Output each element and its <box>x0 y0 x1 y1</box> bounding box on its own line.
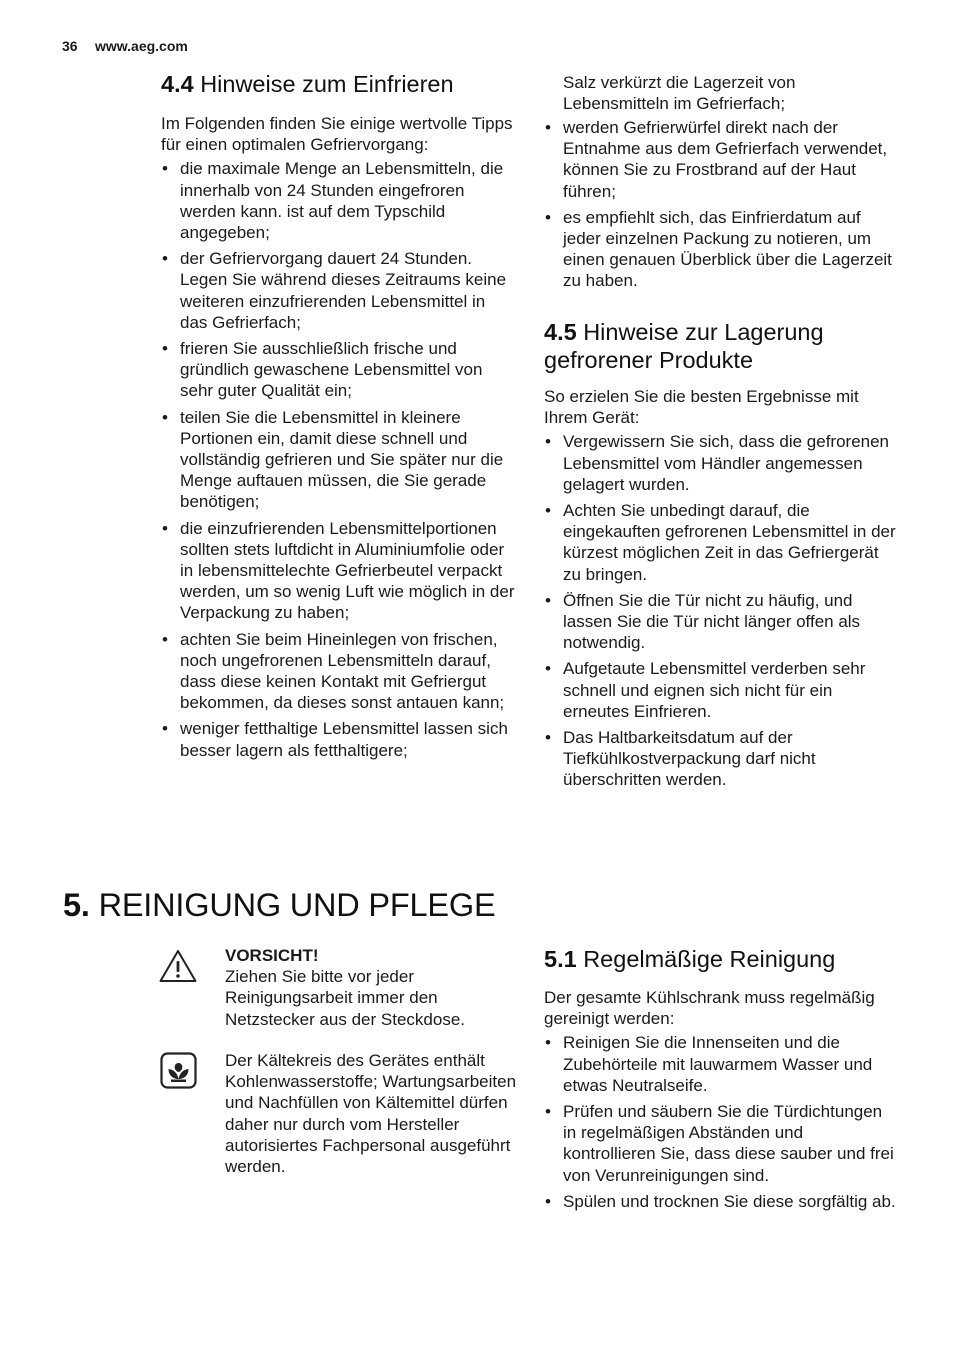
website-url: www.aeg.com <box>95 38 188 54</box>
list-item: • Das Haltbarkeitsdatum auf der Tiefkühlkostverpackung darf nicht überschritten werden. <box>544 727 900 791</box>
section-title: Hinweise zur Lagerung gefrorener Produkte <box>544 319 824 373</box>
section-intro: Der gesamte Kühlschrank muss regelmäßig gereinigt werden: <box>544 988 875 1029</box>
list-item: • Reinigen Sie die Innenseiten und die Zubehörteile mit lauwarmem Wasser und etwas Neutralseife. <box>544 1032 900 1096</box>
list-item: • frieren Sie ausschließlich frische und gründlich gewaschene Lebensmittel von sehr guter Qualität ein; <box>161 338 517 402</box>
page-number: 36 <box>62 38 78 54</box>
list-item: • weniger fetthaltige Lebensmittel lassen sich besser lagern als fetthaltigere; <box>161 718 517 760</box>
section-heading-4-5 <box>544 318 900 374</box>
environment-plant-icon <box>160 1052 197 1094</box>
caution-title: VORSICHT! <box>225 946 319 965</box>
section-4-5 <box>544 318 900 791</box>
environment-note: Der Kältekreis des Gerätes enthält Kohlenwasserstoffe; Wartungsarbeiten und Nachfüllen von Kältemittel dürfen daher nur durch vom Hersteller autorisiertes Fachpersonal ausgeführt werden. <box>225 1051 517 1177</box>
list-item: • es empfiehlt sich, das Einfrierdatum auf jeder einzelnen Packung zu notieren, um einen genauen Überblick über die Lagerzeit zu haben. <box>544 207 900 292</box>
list-item: • werden Gefrierwürfel direkt nach der Entnahme aus dem Gefrierfach verwendet, können Sie zu Frostbrand auf der Haut führen; <box>544 117 900 202</box>
list-item: • Aufgetaute Lebensmittel verderben sehr schnell und eignen sich nicht für ein erneutes Einfrieren. <box>544 658 900 722</box>
list-item: • teilen Sie die Lebensmittel in kleinere Portionen ein, damit diese schnell und vollständig gefrieren und Sie später nur die Menge auftauen müssen, die Sie gerade benötigen; <box>161 407 517 513</box>
chapter-heading <box>63 887 495 924</box>
cleaning-list <box>544 1032 900 1212</box>
section-4-4 <box>161 70 517 761</box>
list-item: • Öffnen Sie die Tür nicht zu häufig, und lassen Sie die Tür nicht länger offen als notwendig. <box>544 590 900 654</box>
list-item: • der Gefriervorgang dauert 24 Stunden. Legen Sie während dieses Zeitraums keine weiteren einzufrierenden Lebensmittel in das Gefrierfach; <box>161 248 517 333</box>
list-item: • die maximale Menge an Lebensmitteln, die innerhalb von 24 Stunden eingefroren werden kann. ist auf dem Typschild angegeben; <box>161 158 517 243</box>
continued-text: Salz verkürzt die Lagerzeit von Lebensmitteln im Gefrierfach; <box>563 73 796 114</box>
section-title: Regelmäßige Reinigung <box>583 946 836 972</box>
list-item: • Achten Sie unbedingt darauf, die eingekauften gefrorenen Lebensmittel in der kürzest möglichen Zeit in das Gefriergerät zu bringen. <box>544 500 900 585</box>
chapter-number: 5. <box>63 887 90 923</box>
caution-text: Ziehen Sie bitte vor jeder Reinigungsarbeit immer den Netzstecker aus der Steckdose. <box>225 967 466 1029</box>
section-heading-4-4 <box>161 70 517 98</box>
list-item: • achten Sie beim Hineinlegen von frischen, noch ungefrorenen Lebensmitteln darauf, dass diese keinen Kontakt mit Gefriergut bekommen, da dieses sonst antauen kann; <box>161 629 517 714</box>
list-item: • Vergewissern Sie sich, dass die gefrorenen Lebensmittel vom Händler angemessen gelagert wurden. <box>544 431 900 495</box>
section-intro: So erzielen Sie die besten Ergebnisse mit Ihrem Gerät: <box>544 387 859 428</box>
section-intro: Im Folgenden finden Sie einige wertvolle Tipps für einen optimalen Gefriervorgang: <box>161 114 513 155</box>
section-heading-5-1 <box>544 945 900 973</box>
section-number: 4.5 <box>544 319 577 345</box>
continued-list-block <box>544 114 900 292</box>
section-title: Hinweise zum Einfrieren <box>200 71 454 97</box>
storage-list <box>544 431 900 790</box>
list-item: • Spülen und trocknen Sie diese sorgfältig ab. <box>544 1191 900 1212</box>
section-number: 4.4 <box>161 71 194 97</box>
list-item: • Prüfen und säubern Sie die Türdichtungen in regelmäßigen Abständen und kontrollieren Sie, dass diese sauber und frei von Verunreinigungen sind. <box>544 1101 900 1186</box>
warning-triangle-icon <box>158 948 198 989</box>
section-5-1 <box>544 945 900 1212</box>
tips-list-continued <box>544 117 900 292</box>
tips-list <box>161 158 517 760</box>
chapter-title: REINIGUNG UND PFLEGE <box>98 887 496 923</box>
caution-note <box>225 945 517 1030</box>
section-number: 5.1 <box>544 946 577 972</box>
list-item: • die einzufrierenden Lebensmittelportionen sollten stets luftdicht in Aluminiumfolie oder in lebensmittelechte Gefrierbeutel verpackt werden, um so wenig Luft wie möglich in der Verpackung zu haben; <box>161 518 517 624</box>
